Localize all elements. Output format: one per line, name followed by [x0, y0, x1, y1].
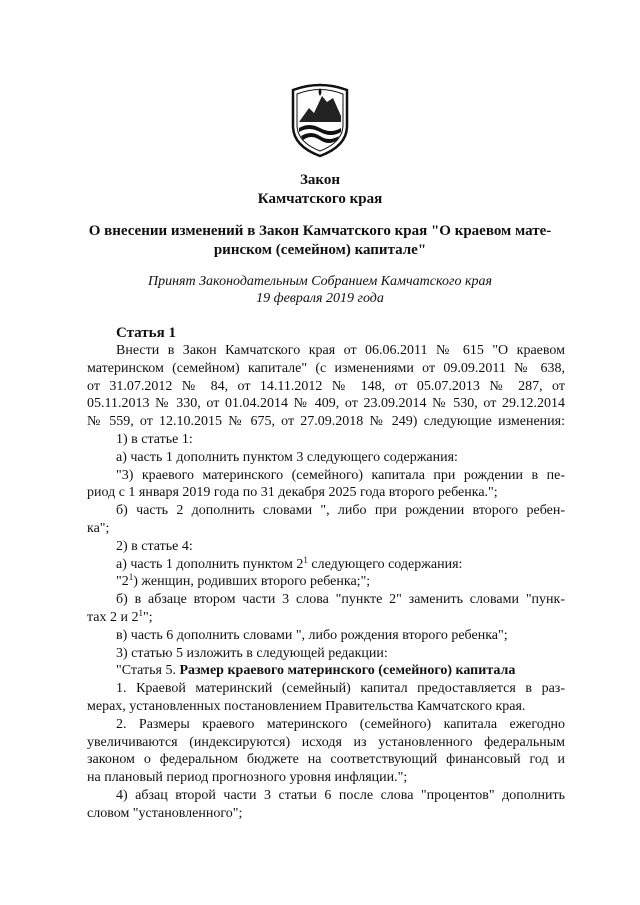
article-intro-line: от 31.07.2012 № 84, от 14.11.2012 № 148, от 05.07.2013 № 287, от	[87, 378, 565, 394]
new-article-title: "Статья 5. Размер краевого материнского (семейного) капитала	[116, 663, 516, 679]
law-subtitle-line2: ринском (семейном) капитале"	[213, 242, 427, 258]
amendment-item-cont: ка";	[87, 520, 110, 536]
law-title-line1: Закон	[299, 172, 340, 188]
article-intro-line: материнском (семейном) капитале" (с изменениями от 09.09.2011 № 638,	[87, 360, 565, 376]
article-body	[87, 324, 565, 823]
kamchatka-coat-of-arms-icon	[289, 80, 351, 158]
article-intro-line: № 559, от 12.10.2015 № 675, от 27.09.2018 № 249) следующие изменения:	[87, 414, 565, 430]
amendment-item: в) часть 6 дополнить словами ", либо рождения второго ребенка";	[116, 627, 508, 643]
amendment-item-cont: словом "установленного";	[87, 805, 243, 821]
law-subtitle-line1: О внесении изменений в Закон Камчатского края "О краевом мате-	[88, 223, 552, 239]
law-title	[0, 171, 640, 209]
new-article-paragraph: 2. Размеры краевого материнского (семейного) капитала ежегодно	[116, 716, 565, 732]
new-article-paragraph-cont: законом о федеральном бюджете на соответствующий финансовый год и	[87, 752, 565, 768]
amendment-item: б) в абзаце втором части 3 слова "пункте 2" заменить словами "пунк-	[116, 592, 565, 608]
new-article-paragraph: 1. Краевой материнский (семейный) капитал предоставляется в раз-	[116, 681, 565, 697]
amendment-item: б) часть 2 дополнить словами ", либо при рождении второго ребен-	[116, 503, 565, 519]
amendment-quote-line: "3) краевого материнского (семейного) капитала при рождении в пе-	[116, 467, 565, 483]
amendment-quote-line: "$2^1$) женщин, родивших второго ребенка;";	[116, 572, 371, 590]
law-title-line2: Камчатского края	[257, 191, 383, 207]
adoption-note-line1: Принят Законодательным Собранием Камчатского края	[147, 274, 493, 289]
article-intro-line: Внести в Закон Камчатского края от 06.06.2011 № 615 "О краевом	[116, 343, 565, 358]
amendment-quote-line: риод с 1 января 2019 года по 31 декабря 2025 года второго ребенка.";	[87, 485, 498, 501]
new-article-paragraph-cont: на плановый период прогнозного уровня инфляции.";	[87, 770, 408, 786]
adoption-note-date: 19 февраля 2019 года	[256, 291, 384, 306]
adoption-note	[0, 273, 640, 307]
amendment-item: 3) статью 5 изложить в следующей редакции:	[116, 645, 388, 661]
article-heading: Статья 1	[116, 325, 176, 341]
amendment-item: а) часть 1 дополнить пунктом 3 следующего содержания:	[116, 449, 458, 465]
new-article-paragraph-cont: мерах, установленных постановлением Правительства Камчатского края.	[87, 698, 526, 714]
amendment-item-cont: тах 2 и $2^1$";	[87, 607, 153, 625]
amendment-item: 1) в статье 1:	[116, 431, 193, 447]
article-intro-line: 05.11.2013 № 330, от 01.04.2014 № 409, от 23.09.2014 № 530, от 29.12.2014	[87, 396, 565, 412]
amendment-item: а) часть 1 дополнить пунктом $2^1$ следующего содержания:	[116, 554, 463, 572]
amendment-item: 2) в статье 4:	[116, 538, 193, 554]
law-subtitle	[0, 222, 640, 260]
new-article-paragraph-cont: увеличиваются (индексируются) исходя из установленного федеральным	[87, 734, 565, 750]
amendment-item: 4) абзац второй части 3 статьи 6 после слова "процентов" дополнить	[116, 787, 565, 803]
